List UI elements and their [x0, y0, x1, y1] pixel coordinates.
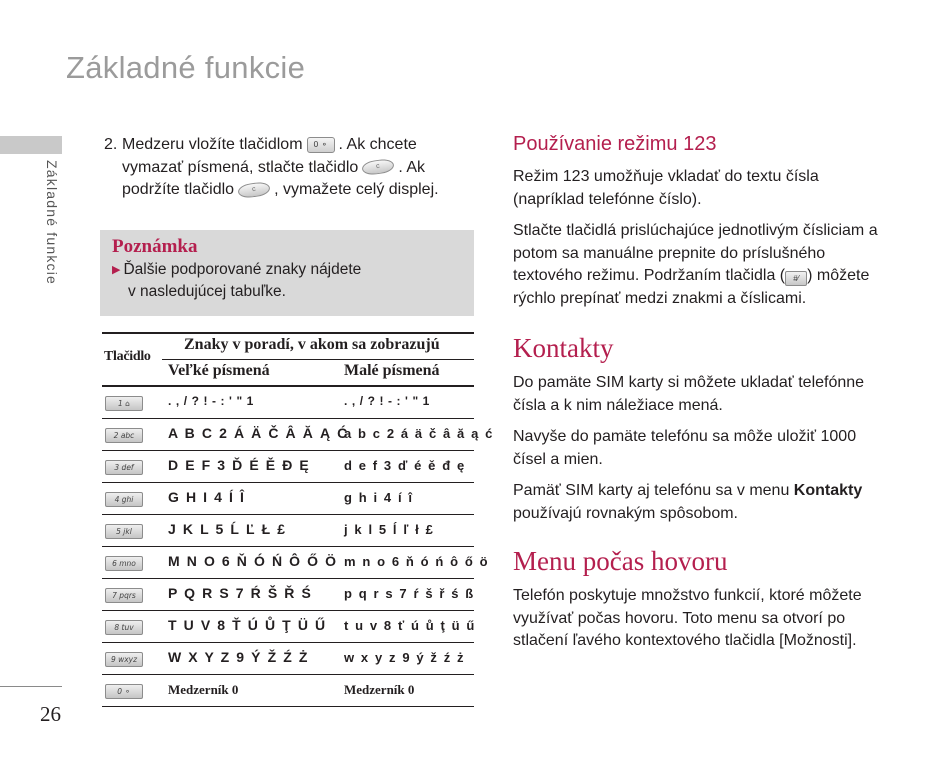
contacts-text-c: používajú rovnakým spôsobom.	[513, 504, 738, 522]
key-1-icon: 1 ⌂	[105, 396, 143, 411]
key-8-icon: 8 tuv	[105, 620, 143, 635]
key-3-icon: 3 def	[105, 460, 143, 475]
contacts-paragraph-2: Navyše do pamäte telefónu sa môže uložiť 1000 čísel a mien.	[513, 428, 857, 468]
lower-chars: g h i 4 í î	[344, 490, 414, 505]
table-row	[102, 515, 474, 547]
lower-chars: a b c 2 á ä č â ă ą ć	[344, 426, 494, 441]
key-4-icon: 4 ghi	[105, 492, 143, 507]
lower-chars: Medzerník 0	[344, 682, 415, 697]
upper-chars: G H I 4 Í Î	[168, 489, 246, 505]
lower-chars: p q r s 7 ŕ š ř ś ß	[344, 586, 475, 601]
table-row	[102, 611, 474, 643]
lower-chars: t u v 8 ť ú ů ţ ü ű	[344, 618, 476, 633]
clear-key-icon: c	[362, 158, 396, 176]
clear-key-icon: c	[237, 181, 271, 199]
lower-chars: . , / ? ! - : ' " 1	[344, 394, 430, 408]
key-0-icon: 0 ⚬	[105, 684, 143, 699]
mode-123-text-a: Stlačte tlačidlá prislúchajúce jednotlivým čísliciam a potom sa manuálne prepnite do príslušného textového režimu. Podržaním tlačidla (	[513, 222, 878, 284]
note-line-1: Ďalšie podporované znaky nájdete	[123, 261, 362, 278]
mode-123-paragraph-1: Režim 123 umožňuje vkladať do textu čísla (napríklad telefónne číslo).	[513, 168, 819, 208]
note-box	[100, 230, 474, 316]
key-6-icon: 6 mno	[105, 556, 143, 571]
step-number: 2.	[104, 136, 118, 153]
heading-mode-123: Používanie režimu 123	[513, 133, 717, 155]
table-row	[102, 643, 474, 675]
mode-123-paragraph-2	[513, 220, 883, 310]
column-header-upper: Veľké písmená	[168, 362, 270, 379]
key-0-icon: 0 ⚬	[307, 137, 335, 153]
table-sub-rule	[162, 359, 474, 360]
upper-chars: M N O 6 Ň Ó Ń Ô Ő Ö	[168, 553, 338, 569]
key-9-icon: 9 wxyz	[105, 652, 143, 667]
key-7-icon: 7 pqrs	[105, 588, 143, 603]
table-top-rule	[102, 332, 474, 334]
table-row	[102, 451, 474, 483]
page-title: Základné funkcie	[66, 50, 306, 85]
heading-contacts: Kontakty	[513, 333, 614, 363]
contacts-text-a: Pamäť SIM karty aj telefónu sa v menu	[513, 482, 790, 499]
step-text-2: . Ak chcete vymazať písmená, stlačte tlačidlo	[122, 136, 417, 176]
side-section-label: Základné funkcie	[44, 160, 60, 286]
column-header-lower: Malé písmená	[344, 362, 440, 379]
table-row	[102, 547, 490, 579]
contacts-paragraph-3	[513, 480, 883, 525]
contacts-paragraph-1: Do pamäte SIM karty si môžete ukladať telefónne čísla a k nim náležiace mená.	[513, 374, 865, 414]
table-row	[102, 579, 474, 611]
column-header-key: Tlačidlo	[104, 349, 151, 364]
upper-chars: Medzerník 0	[168, 682, 239, 697]
contacts-menu-name: Kontakty	[793, 482, 863, 499]
footer-divider	[0, 686, 62, 687]
table-row	[102, 483, 474, 515]
heading-in-call-menu: Menu počas hovoru	[513, 546, 728, 576]
in-call-paragraph: Telefón poskytuje množstvo funkcií, ktoré môžete využívať počas hovoru. Toto menu sa otvorí po stlačení ľavého kontextového tlačidla [Možnosti].	[513, 587, 862, 649]
key-2-icon: 2 abc	[105, 428, 143, 443]
note-line-2: v nasledujúcej tabuľke.	[128, 283, 286, 300]
table-row	[102, 419, 494, 451]
table-row	[102, 675, 474, 707]
upper-chars: W X Y Z 9 Ý Ž Ź Ż	[168, 649, 310, 665]
upper-chars: J K L 5 Ĺ Ľ Ł £	[168, 521, 287, 537]
upper-chars: T U V 8 Ť Ú Ů Ţ Ü Ű	[168, 617, 327, 633]
step-text-3: . Ak podržíte tlačidlo	[122, 158, 426, 198]
page-number: 26	[40, 702, 61, 726]
hash-key-icon: #⁄	[785, 271, 807, 286]
lower-chars: d e f 3 ď é ě đ ę	[344, 458, 466, 473]
upper-chars: . , / ? ! - : ' " 1	[168, 394, 254, 408]
upper-chars: P Q R S 7 Ŕ Š Ř Ś	[168, 585, 313, 601]
mode-123-text-b: ) môžete rýchlo prepínať medzi znakmi a číslicami.	[513, 267, 870, 307]
note-title: Poznámka	[112, 236, 198, 257]
step-text-4: , vymažete celý displej.	[274, 181, 439, 198]
side-tab-bar	[0, 136, 62, 154]
step-text-1: Medzeru vložíte tlačidlom	[122, 136, 303, 153]
upper-chars: A B C 2 Á Ä Č Â Ă Ą Ć	[168, 425, 349, 441]
step-2-instruction	[104, 134, 449, 202]
lower-chars: m n o 6 ň ó ń ô ő ö	[344, 554, 490, 569]
lower-chars: j k l 5 ĺ ľ ł £	[344, 522, 435, 537]
column-header-group: Znaky v poradí, v akom sa zobrazujú	[184, 336, 440, 353]
note-text	[112, 259, 462, 303]
key-5-icon: 5 jkl	[105, 524, 143, 539]
upper-chars: D E F 3 Ď É Ě Đ Ę	[168, 457, 311, 473]
lower-chars: w x y z 9 ý ž ź ż	[344, 650, 466, 665]
arrow-right-icon: ▶	[112, 264, 121, 276]
table-row	[102, 387, 474, 419]
